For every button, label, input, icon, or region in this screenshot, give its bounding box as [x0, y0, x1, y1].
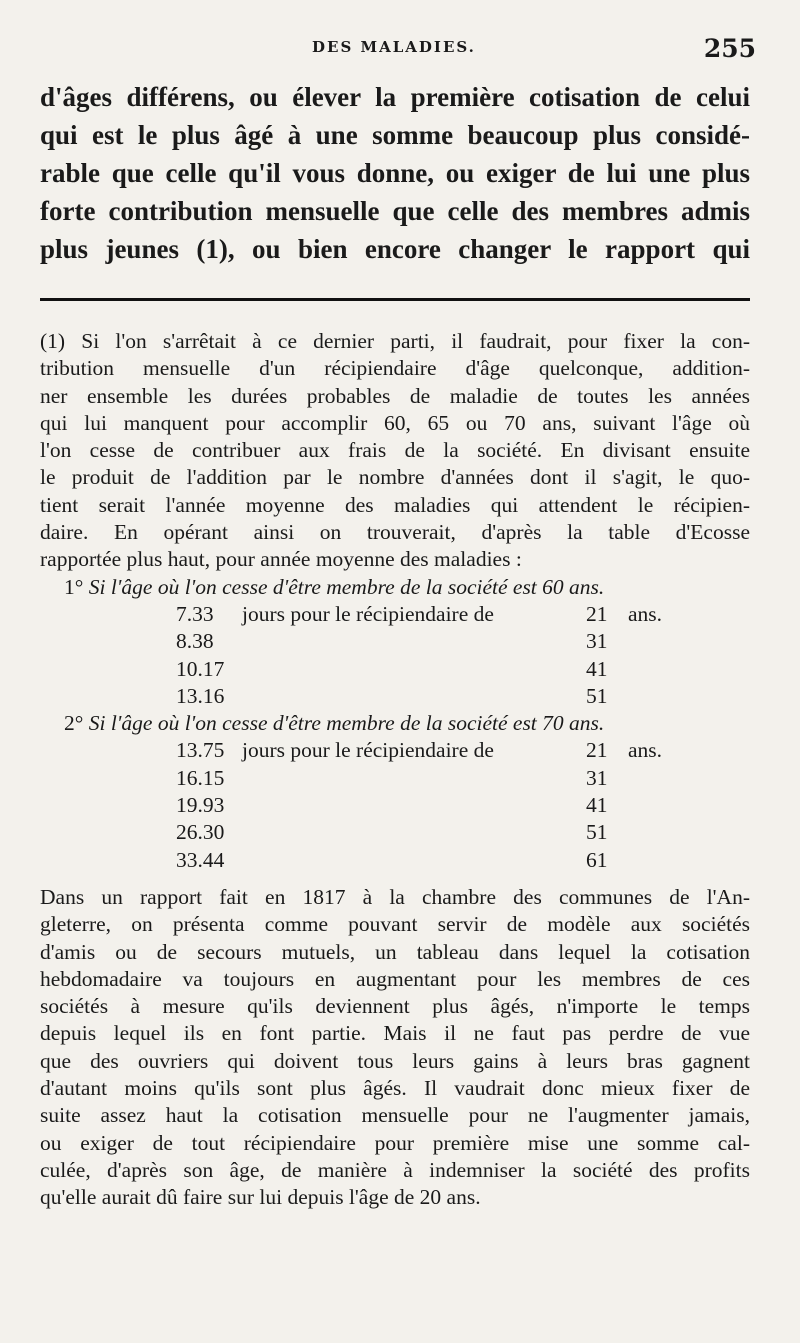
page-header: [40, 34, 756, 70]
footnote-line: tient serait l'année moyenne des maladies qui attendent le récipien-: [40, 492, 750, 517]
table-row: [40, 628, 750, 655]
footnote-rule: [40, 298, 750, 301]
days-value: 13.16: [176, 683, 225, 708]
case-2-heading: [40, 710, 750, 737]
footnote-line: l'on cesse de contribuer aux frais de la société. En divisant ensuite: [40, 438, 750, 463]
page-number: 255: [703, 34, 756, 63]
days-value: 7.33: [176, 601, 214, 626]
closing-line: que des ouvriers qui doivent tous leurs gains à leurs bras gagnent: [40, 1048, 750, 1073]
days-value: 10.17: [176, 656, 225, 681]
days-value: 16.15: [176, 765, 225, 790]
closing-paragraph: [40, 884, 750, 1212]
days-value: 19.93: [176, 793, 225, 818]
row-label: jours pour le récipiendaire de: [242, 601, 494, 626]
table-row: [40, 737, 750, 764]
case-2-number: 2°: [64, 711, 84, 736]
footnote-line: rapportée plus haut, pour année moyenne des maladies :: [40, 547, 522, 572]
closing-line: d'amis ou de secours mutuels, un tableau dans lequel la cotisation: [40, 939, 750, 964]
table-row: [40, 656, 750, 683]
main-text-line: rable que celle qu'il vous donne, ou exiger de lui une plus: [40, 158, 750, 188]
footnote: [40, 328, 750, 1212]
running-title: DES MALADIES.: [312, 38, 476, 56]
table-row: [40, 847, 750, 874]
case-1-table: [40, 601, 750, 710]
main-text-line: d'âges différens, ou élever la première cotisation de celui: [40, 82, 750, 112]
age-value: 31: [586, 629, 608, 654]
age-value: 21: [586, 601, 608, 626]
main-text-line: qui est le plus âgé à une somme beaucoup plus considé-: [40, 120, 750, 150]
footnote-line: ner ensemble les durées probables de maladie de toutes les années: [40, 383, 750, 408]
footnote-line: daire. En opérant ainsi on trouverait, d'après la table d'Ecosse: [40, 520, 750, 545]
row-label: jours pour le récipiendaire de: [242, 738, 494, 763]
closing-line: depuis lequel ils en font partie. Mais il ne faut pas perdre de vue: [40, 1021, 750, 1046]
case-2-table: [40, 737, 750, 873]
footnote-line: le produit de l'addition par le nombre d'années dont il s'agit, le quo-: [40, 465, 750, 490]
days-value: 33.44: [176, 847, 225, 872]
age-unit: ans.: [628, 738, 663, 763]
main-text-line: plus jeunes (1), ou bien encore changer le rapport qui: [40, 234, 750, 264]
days-value: 13.75: [176, 738, 225, 763]
age-value: 41: [586, 656, 608, 681]
closing-line: hebdomadaire va toujours en augmentant pour les membres de ces: [40, 966, 750, 991]
footnote-line: (1) Si l'on s'arrêtait à ce dernier parti, il faudrait, pour fixer la con-: [40, 329, 750, 353]
closing-line: gleterre, on présenta comme pouvant servir de modèle aux sociétés: [40, 912, 750, 937]
closing-line: ou exiger de tout récipiendaire pour première mise une somme cal-: [40, 1130, 750, 1155]
age-value: 51: [586, 820, 608, 845]
closing-line: suite assez haut la cotisation mensuelle pour ne l'augmenter jamais,: [40, 1103, 750, 1128]
age-unit: ans.: [628, 601, 663, 626]
main-text: [40, 78, 750, 268]
footnote-line: qui lui manquent pour accomplir 60, 65 ou 70 ans, suivant l'âge où: [40, 410, 750, 435]
table-row: [40, 765, 750, 792]
closing-line: culée, d'après son âge, de manière à indemniser la société des profits: [40, 1157, 750, 1182]
case-1-number: 1°: [64, 574, 84, 599]
age-value: 51: [586, 683, 608, 708]
age-value: 41: [586, 793, 608, 818]
table-row: [40, 792, 750, 819]
closing-line: Dans un rapport fait en 1817 à la chambre des communes de l'An-: [40, 884, 750, 909]
table-row: [40, 601, 750, 628]
main-text-line: forte contribution mensuelle que celle des membres admis: [40, 196, 750, 226]
case-1-text: Si l'âge où l'on cesse d'être membre de la société est 60 ans.: [88, 574, 605, 599]
closing-line: qu'elle aurait dû faire sur lui depuis l'âge de 20 ans.: [40, 1185, 481, 1210]
days-value: 8.38: [176, 629, 214, 654]
case-1-heading: [40, 574, 750, 601]
table-row: [40, 819, 750, 846]
closing-line: sociétés à mesure qu'ils deviennent plus âgés, n'importe le temps: [40, 994, 750, 1019]
age-value: 31: [586, 765, 608, 790]
case-2-text: Si l'âge où l'on cesse d'être membre de la société est 70 ans.: [88, 711, 605, 736]
footnote-line: tribution mensuelle d'un récipiendaire d'âge quelconque, addition-: [40, 356, 750, 381]
closing-line: d'autant moins qu'ils sont plus âgés. Il vaudrait donc mieux fixer de: [40, 1076, 750, 1101]
age-value: 61: [586, 847, 608, 872]
table-row: [40, 683, 750, 710]
days-value: 26.30: [176, 820, 225, 845]
age-value: 21: [586, 738, 608, 763]
